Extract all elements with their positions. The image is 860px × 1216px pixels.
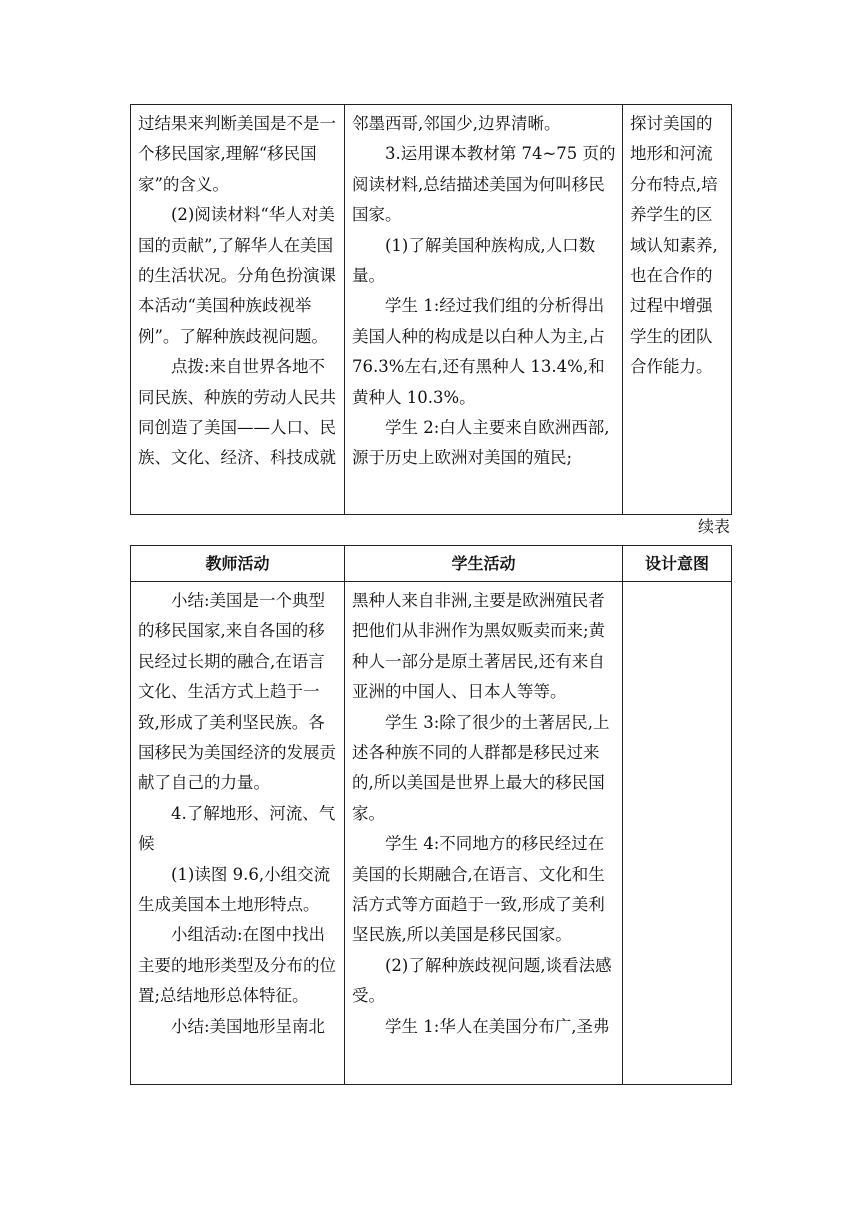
teacher-activity-cell [131, 105, 345, 515]
student-paragraph: 邻墨西哥,邻国少,边界清晰。 [352, 114, 561, 133]
design-paragraph: 探讨美国的地形和河流分布特点,培养学生的区域认知素养,也在合作的过程中增强学生的团队合作能力。 [630, 114, 718, 377]
lesson-table-bottom [130, 545, 732, 1085]
table-row [131, 105, 732, 515]
teacher-paragraph: 小组活动:在图中找出主要的地形类型及分布的位置;总结地形总体特征。 [138, 925, 336, 1006]
student-paragraph: (1)了解美国种族构成,人口数量。 [352, 235, 596, 286]
teacher-paragraph: 小结:美国地形呈南北 [171, 1016, 326, 1036]
student-paragraph: 学生 3:除了很少的土著居民,上述各种族不同的人群都是移民过来的,所以美国是世界上最大的移民国家。 [352, 712, 610, 823]
design-intent-cell [623, 105, 732, 515]
teacher-activity-cell [131, 582, 345, 1085]
continued-label: 续表 [697, 517, 730, 536]
student-paragraph: 学生 2:白人主要来自欧洲西部,源于历史上欧洲对美国的殖民; [352, 418, 610, 468]
student-activity-cell [345, 105, 623, 515]
student-activity-cell [345, 582, 623, 1085]
lesson-table-top [130, 104, 732, 515]
student-paragraph: 黑种人来自非洲,主要是欧洲殖民者把他们从非洲作为黑奴贩卖而来;黄种人一部分是原土著居民,还有来自亚洲的中国人、日本人等等。 [352, 591, 606, 702]
student-paragraph: 学生 1:经过我们组的分析得出美国人种的构成是以白种人为主,占 76.3%左右,还有黑种人 13.4%,和黄种人 10.3%。 [352, 296, 605, 407]
student-paragraph: 学生 4:不同地方的移民经过在美国的长期融合,在语言、文化和生活方式等方面趋于一致,形成了美利坚民族,所以美国是移民国家。 [352, 834, 605, 945]
student-paragraph: (2)了解种族歧视问题,谈看法感受。 [352, 955, 612, 1006]
teacher-paragraph: 4.了解地形、河流、气候 [138, 803, 336, 854]
teacher-paragraph: (1)读图 9.6,小组交流生成美国本土地形特点。 [138, 864, 331, 915]
design-intent-cell [623, 582, 732, 1085]
teacher-paragraph: 小结:美国是一个典型的移民国家,来自各国的移民经过长期的融合,在语言文化、生活方式上趋于一致,形成了美利坚民族。各国移民为美国经济的发展贡献了自己的力量。 [138, 591, 336, 793]
table-header-row [131, 546, 732, 582]
student-paragraph: 3.运用课本教材第 74~75 页的阅读材料,总结描述美国为何叫移民国家。 [352, 144, 616, 225]
header-teacher-activity: 教师活动 [131, 546, 345, 582]
teacher-paragraph: (2)阅读材料“华人对美国的贡献”,了解华人在美国的生活状况。分角色扮演课本活动“美国种族歧视举例”。了解种族歧视问题。 [138, 205, 336, 346]
teacher-paragraph: 过结果来判断美国是不是一个移民国家,理解“移民国家”的含义。 [138, 114, 336, 194]
table-row [131, 582, 732, 1085]
header-design-intent: 设计意图 [623, 546, 732, 582]
student-paragraph: 学生 1:华人在美国分布广,圣弗 [385, 1016, 610, 1036]
header-student-activity: 学生活动 [345, 546, 623, 582]
teacher-paragraph: 点拨:来自世界各地不同民族、种族的劳动人民共同创造了美国——人口、民族、文化、经济、科技成就 [138, 357, 336, 468]
